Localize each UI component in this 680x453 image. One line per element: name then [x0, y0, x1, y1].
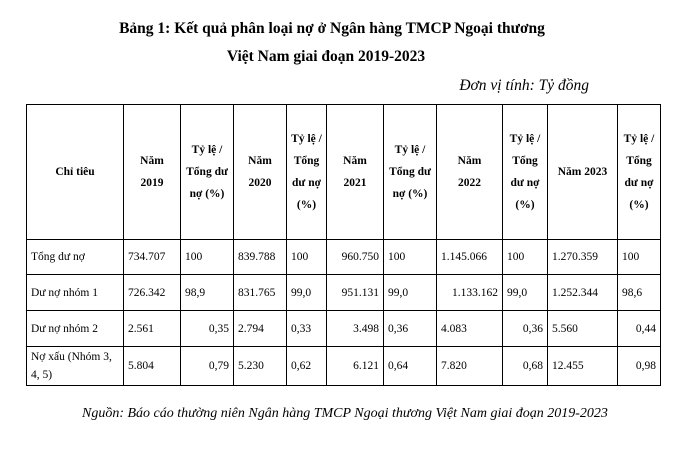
cell-value: 2.794	[234, 311, 287, 347]
cell-ratio: 0,62	[287, 347, 327, 386]
cell-value: 2.561	[124, 311, 181, 347]
cell-value: 734.707	[124, 240, 181, 275]
header-row	[27, 105, 661, 240]
cell-value: 1.133.162	[437, 275, 503, 311]
header-ratio-2022: Tỷ lệ / Tổng dư nợ (%)	[503, 105, 548, 240]
cell-value: 3.498	[327, 311, 384, 347]
cell-ratio: 0,64	[384, 347, 437, 386]
cell-value: 960.750	[327, 240, 384, 275]
cell-value: 726.342	[124, 275, 181, 311]
unit-note: Đơn vị tính: Tỷ đồng	[459, 77, 589, 94]
row-label: Dư nợ nhóm 1	[27, 275, 124, 311]
cell-value: 5.230	[234, 347, 287, 386]
table-row	[27, 275, 661, 311]
row-label: Tổng dư nợ	[27, 240, 124, 275]
cell-value: 951.131	[327, 275, 384, 311]
table-row	[27, 311, 661, 347]
cell-value: 1.270.359	[548, 240, 618, 275]
cell-value: 839.788	[234, 240, 287, 275]
table-row	[27, 240, 661, 275]
row-label: Dư nợ nhóm 2	[27, 311, 124, 347]
cell-value: 6.121	[327, 347, 384, 386]
cell-ratio: 0,98	[618, 347, 661, 386]
cell-ratio: 100	[384, 240, 437, 275]
header-year-2021: Năm 2021	[327, 105, 384, 240]
cell-ratio: 100	[618, 240, 661, 275]
cell-value: 4.083	[437, 311, 503, 347]
header-year-2019: Năm 2019	[124, 105, 181, 240]
cell-ratio: 0,33	[287, 311, 327, 347]
header-ratio-2019: Tỷ lệ / Tổng dư nợ (%)	[181, 105, 234, 240]
source-note: Nguồn: Báo cáo thường niên Ngân hàng TMCP Ngoại thương Việt Nam giai đoạn 2019-2023	[82, 406, 608, 421]
cell-ratio: 100	[287, 240, 327, 275]
cell-value: 7.820	[437, 347, 503, 386]
debt-classification-table	[26, 104, 661, 386]
cell-ratio: 99,0	[503, 275, 548, 311]
cell-ratio: 98,9	[181, 275, 234, 311]
cell-value: 831.765	[234, 275, 287, 311]
header-year-2023: Năm 2023	[548, 105, 618, 240]
cell-ratio: 99,0	[287, 275, 327, 311]
cell-ratio: 0,44	[618, 311, 661, 347]
cell-ratio: 98,6	[618, 275, 661, 311]
cell-ratio: 0,36	[503, 311, 548, 347]
cell-ratio: 99,0	[384, 275, 437, 311]
header-year-2020: Năm 2020	[234, 105, 287, 240]
cell-ratio: 0,68	[503, 347, 548, 386]
header-ratio-2020: Tỷ lệ / Tổng dư nợ (%)	[287, 105, 327, 240]
table-title-line2: Việt Nam giai đoạn 2019-2023	[226, 48, 426, 65]
header-ratio-2023: Tỷ lệ / Tổng dư nợ (%)	[618, 105, 661, 240]
cell-ratio: 0,36	[384, 311, 437, 347]
table-title-line1: Bảng 1: Kết quả phân loại nợ ở Ngân hàng TMCP Ngoại thương	[119, 20, 545, 37]
cell-value: 5.804	[124, 347, 181, 386]
table-row	[27, 347, 661, 386]
cell-value: 5.560	[548, 311, 618, 347]
header-ratio-2021: Tỷ lệ / Tổng dư nợ (%)	[384, 105, 437, 240]
cell-value: 1.145.066	[437, 240, 503, 275]
row-label: Nợ xấu (Nhóm 3, 4, 5)	[27, 347, 124, 386]
cell-ratio: 0,35	[181, 311, 234, 347]
cell-ratio: 100	[503, 240, 548, 275]
header-year-2022: Năm 2022	[437, 105, 503, 240]
header-indicator: Chỉ tiêu	[27, 105, 124, 240]
cell-ratio: 100	[181, 240, 234, 275]
cell-value: 12.455	[548, 347, 618, 386]
cell-ratio: 0,79	[181, 347, 234, 386]
cell-value: 1.252.344	[548, 275, 618, 311]
